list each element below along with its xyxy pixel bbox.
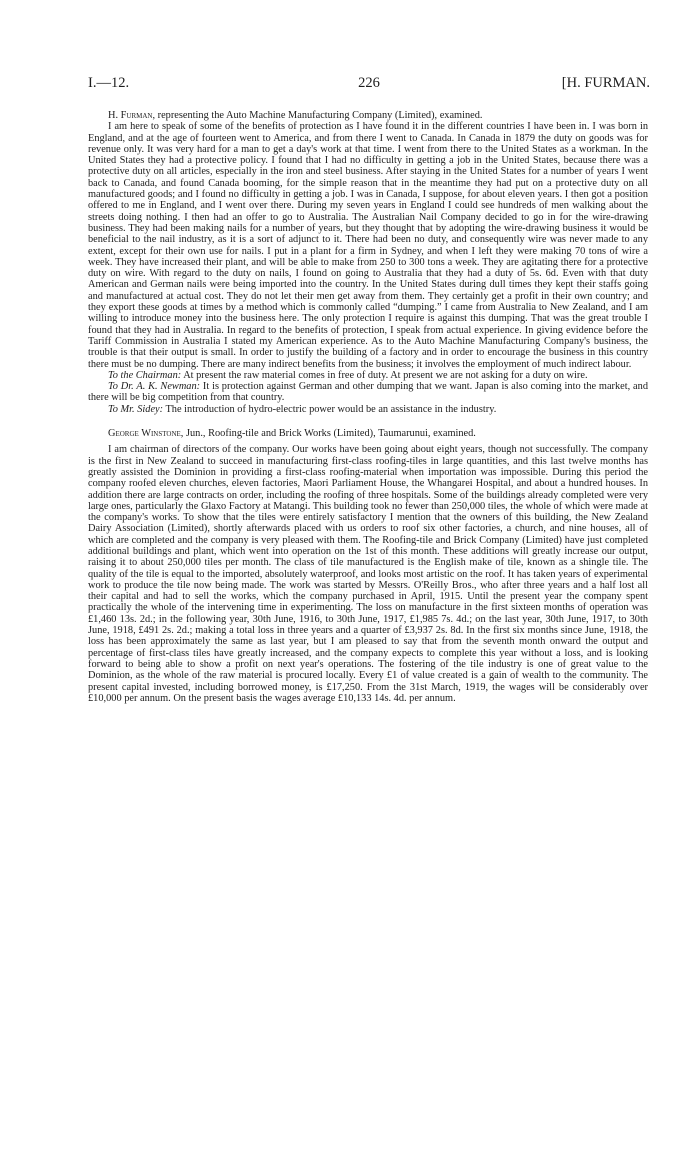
answer: At present the raw material comes in free of duty. At present we are not asking for a duty on wire. <box>181 369 588 381</box>
questioner: To Mr. Sidey: <box>108 403 164 415</box>
witness-intro: , Jun., Roofing-tile and Brick Works (Limited), Taumarunui, examined. <box>180 428 476 440</box>
questioner: To the Chairman: <box>108 369 182 381</box>
furman-heading <box>88 110 648 121</box>
furman-statement: I am here to speak of some of the benefits of protection as I have found it in the different countries I have been in. I was born in England, and at the age of fourteen went to America, and from there I went to Canada. In Canada in 1879 the duty on goods was for revenue only. It was very hard for a man to get a day's work at that time. I went from there to the United States as a workman. In the United States they had a protective policy. I found that I had no difficulty in getting a job in the United States, because there was a protective duty on all articles, especially in the iron and steel business. After staying in the United States for a number of years I went back to Canada, and found Canada booming, for the simple reason that in the meantime they had put on a protective duty on all manufactured goods; and I found no difficulty in getting a job. I was in Canada, I suppose, for about eleven years. I then got a position offered to me in England, and I went over there. During my seven years in England I could see hundreds of men walking about the streets doing nothing. I then had an offer to go to Australia. The Australian Nail Company decided to go in for the wire-drawing business. They had been making nails for a number of years, but they thought that by adopting the wire-drawing business it would be beneficial to the nail industry, as it is a sort of adjunct to it. There had been no duty, and consequently wire was never made to any extent, except for their own use for nails. I put in a plant for a firm in Sydney, and when I left they were making 70 tons of wire a week. They have increased their plant, and will be able to make from 250 to 300 tons a week. They are agitating there for a protective duty on wire. With regard to the duty on nails, I found on going to Australia that they had a duty of 5s. 6d. Even with that duty American and German nails were being imported into the country. In the United States during dull times they kept their staffs going and manufactured at actual cost. They do not let their men get away from them. They certainly get a profit in their own country; and they export these goods at times by a method which is commonly called “dumping.” I came from Australia to New Zealand, and I am willing to introduce money into the business here. The only protection I require is against this dumping. That was the great trouble I found that they had in Australia. In regard to the benefits of protection, I speak from actual experience. In giving evidence before the Tariff Commission in Australia I stated my American experience. As to the Auto Machine Manufacturing Company's business, the trouble is that their output is small. In order to justify the building of a factory and in order to encourage the business in this country there must be no dumping. There are many indirect benefits from the business; it involves the employment of much indirect labour. <box>88 121 648 370</box>
winstone-statement: I am chairman of directors of the company. Our works have been going about eight years, though not successfully. The company is the first in New Zealand to succeed in manufacturing first-class roofing-tiles in large quantities, and this last twelve months has greatly assisted the Dominion in providing a first-class roofing-material when importation was impossible. During this period the company roofed eleven churches, eleven factories, Maori Parliament House, the Whangarei Hospital, and about a hundred houses. In addition there are large contracts on order, including the roofing of three hospitals. Some of the buildings already completed were very large ones, particularly the Glaxo Factory at Matangi. This building took no fewer than 250,000 tiles, the whole of which were made at the company's works. To show that the tiles were entirely satisfactory I mention that the owners of this building, the New Zealand Dairy Association (Limited), shortly afterwards placed with us orders to roof six other factories, a church, and nine houses, all of which are completed and the company is very pleased with them. The Roofing-tile and Brick Company (Limited) have just completed additional buildings and plant, which went into operation on the 1st of this month. These additions will greatly increase our output, raising it to about 250,000 tiles per month. The class of tile manufactured is the English make of tile, known as a shingle tile. The quality of the tile is equal to the imported, absolutely waterproof, and looks most artistic on the roof. It has taken years of experimental work to produce the tile now being made. The work was started by Messrs. O'Reilly Bros., who after three years and a half lost all their capital and had to sell the works, which the company purchased in April, 1915. Until the present year the company spent practically the whole of the intervening time in experimenting. The loss on manufacture in the first sixteen months of operation was £1,460 13s. 2d.; in the following year, 30th June, 1916, to 30th June, 1917, £1,985 7s. 4d.; on the last year, 30th June, 1917, to 30th June, 1918, £491 2s. 2d.; making a total loss in three years and a quarter of £3,937 2s. 8d. In the first six months since June, 1918, the loss has been approximately the same as last year, but I am pleased to say that from the seventh month onward the output and percentage of first-class tiles have greatly increased, and the company expects to complete this year without a loss, and is looking forward to being able to show a profit on next year's operations. The fostering of the tile industry is one of great value to the Dominion, as the whole of the raw material is procured locally. Every £1 of value created is a gain of wealth to the community. The present capital invested, including borrowed money, is £17,250. From the 31st March, 1919, the wages will be considerably over £10,000 per annum. On the present basis the wages average £10,133 14s. 4d. per annum. <box>88 444 648 704</box>
questioner: To Dr. A. K. Newman: <box>108 381 201 393</box>
furman-qa-sidey <box>88 404 648 415</box>
witness-running-head: [H. FURMAN. <box>561 75 650 91</box>
document-body <box>88 110 648 704</box>
furman-qa-newman <box>88 381 648 404</box>
winstone-heading <box>88 428 648 439</box>
page-header <box>88 75 650 97</box>
page-number: 226 <box>358 75 380 91</box>
answer: It is protection against German and other dumping that we want. Japan is also coming into the market, and there will be big competition from that country. <box>88 381 648 404</box>
furman-qa-chairman <box>88 370 648 381</box>
report-reference: I.—12. <box>88 75 130 91</box>
witness-intro: , representing the Auto Machine Manufacturing Company (Limited), examined. <box>152 110 483 121</box>
answer: The introduction of hydro-electric power would be an assistance in the industry. <box>163 403 497 415</box>
witness-name: H. Furman <box>108 110 153 121</box>
witness-name: George Winstone <box>108 428 181 440</box>
